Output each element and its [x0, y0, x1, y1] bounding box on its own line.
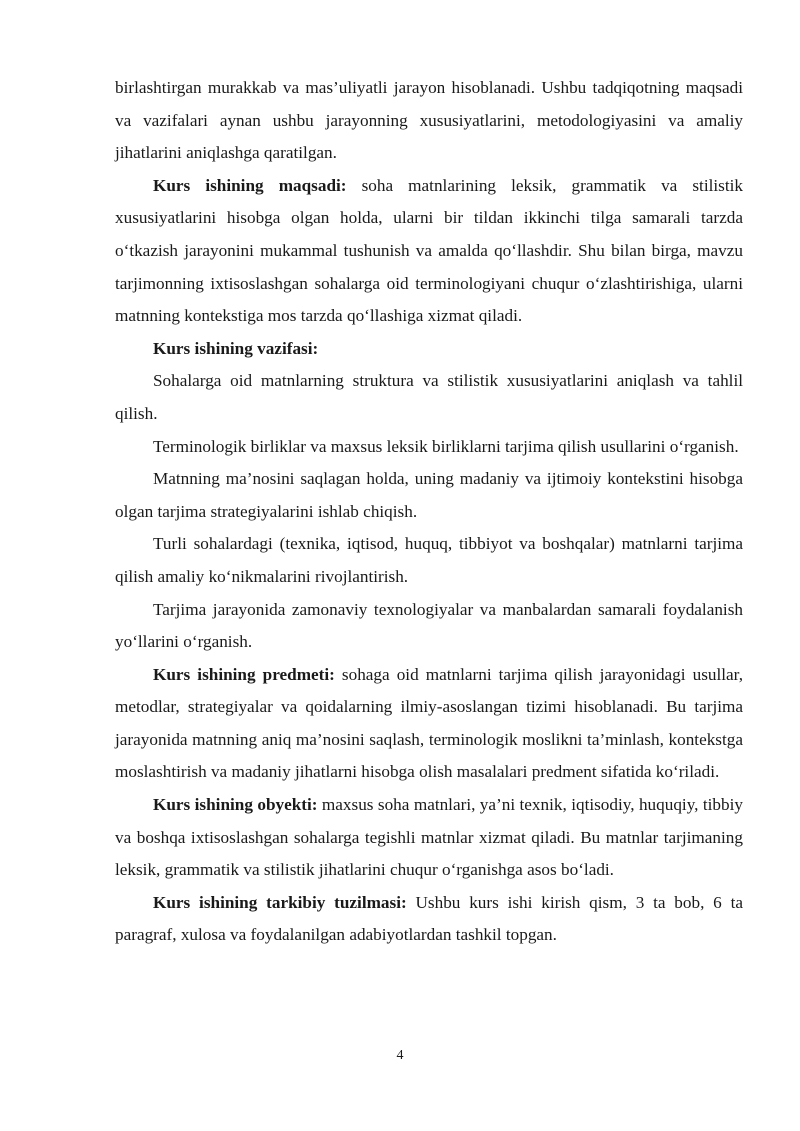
structure-text: Ushbu kurs ishi kirish qism, 3 ta bob, 6 ta paragraf, xulosa va foydalanilgan adabiyotlardan tashkil topgan. — [115, 892, 743, 945]
page-number: 4 — [396, 1048, 404, 1063]
task-item-2: Terminologik birliklar va maxsus leksik birliklarni tarjima qilish usullarini o‘rganish. — [153, 436, 739, 456]
tasks-label: Kurs ishining vazifasi: — [153, 338, 319, 358]
subject-text: sohaga oid matnlarni tarjima qilish jarayonidagi usullar, metodlar, strategiyalar va qoidalarning ilmiy-asoslangan tizimi hisoblanadi. Bu tarjima jarayonida matnning aniq ma’nosini saqlash, terminologik moslikni ta’minlash, kontekstga moslashtirish va madaniy jihatlarni hisobga olish masalalari predment sifatida ko‘riladi. — [115, 664, 743, 782]
page-body — [115, 72, 743, 952]
structure-label: Kurs ishining tarkibiy tuzilmasi: — [153, 892, 407, 912]
task-item-3: Matnning ma’nosini saqlagan holda, uning madaniy va ijtimoiy kontekstini hisobga olgan tarjima strategiyalarini ishlab chiqish. — [115, 469, 743, 521]
object-text: maxsus soha matnlari, ya’ni texnik, iqtisodiy, huquqiy, tibbiy va boshqa ixtisoslashgan sohalarga tegishli matnlar xizmat qiladi. Bu matnlar tarjimaning leksik, grammatik va stilistik jihatlarini chuqur o‘rganishga asos bo‘ladi. — [115, 795, 743, 880]
goal-label: Kurs ishining maqsadi: — [153, 175, 347, 195]
subject-paragraph — [115, 659, 743, 789]
intro-paragraph: birlashtirgan murakkab va mas’uliyatli jarayon hisoblanadi. Ushbu tadqiqotning maqsadi va vazifalari aynan ushbu jarayonning xususiyatlarini, metodologiyasini va amaliy jihatlarini aniqlashga qaratilgan. — [115, 78, 743, 163]
object-paragraph — [115, 789, 743, 887]
task-item-1: Sohalarga oid matnlarning struktura va stilistik xususiyatlarini aniqlash va tahlil qilish. — [115, 371, 743, 423]
object-label: Kurs ishining obyekti: — [153, 795, 318, 815]
task-item-4: Turli sohalardagi (texnika, iqtisod, huquq, tibbiyot va boshqalar) matnlarni tarjima qilish amaliy ko‘nikmalarini rivojlantirish. — [115, 534, 743, 586]
structure-paragraph — [115, 887, 743, 952]
subject-label: Kurs ishining predmeti: — [153, 664, 335, 684]
task-item-5: Tarjima jarayonida zamonaviy texnologiyalar va manbalardan samarali foydalanish yo‘llarini o‘rganish. — [115, 599, 743, 652]
goal-paragraph — [115, 170, 743, 333]
goal-text: soha matnlarining leksik, grammatik va stilistik xususiyatlarini hisobga olgan holda, ularni bir tildan ikkinchi tilga samarali tarzda o‘tkazish jarayonini mukammal tushunish va amalda qo‘llashdir. Shu bilan birga, mavzu tarjimonning ixtisoslashgan sohalarga oid terminologiyani chuqur o‘zlashtirishiga, ularni matnning kontekstiga mos tarzda qo‘llashiga xizmat qiladi. — [115, 175, 743, 326]
